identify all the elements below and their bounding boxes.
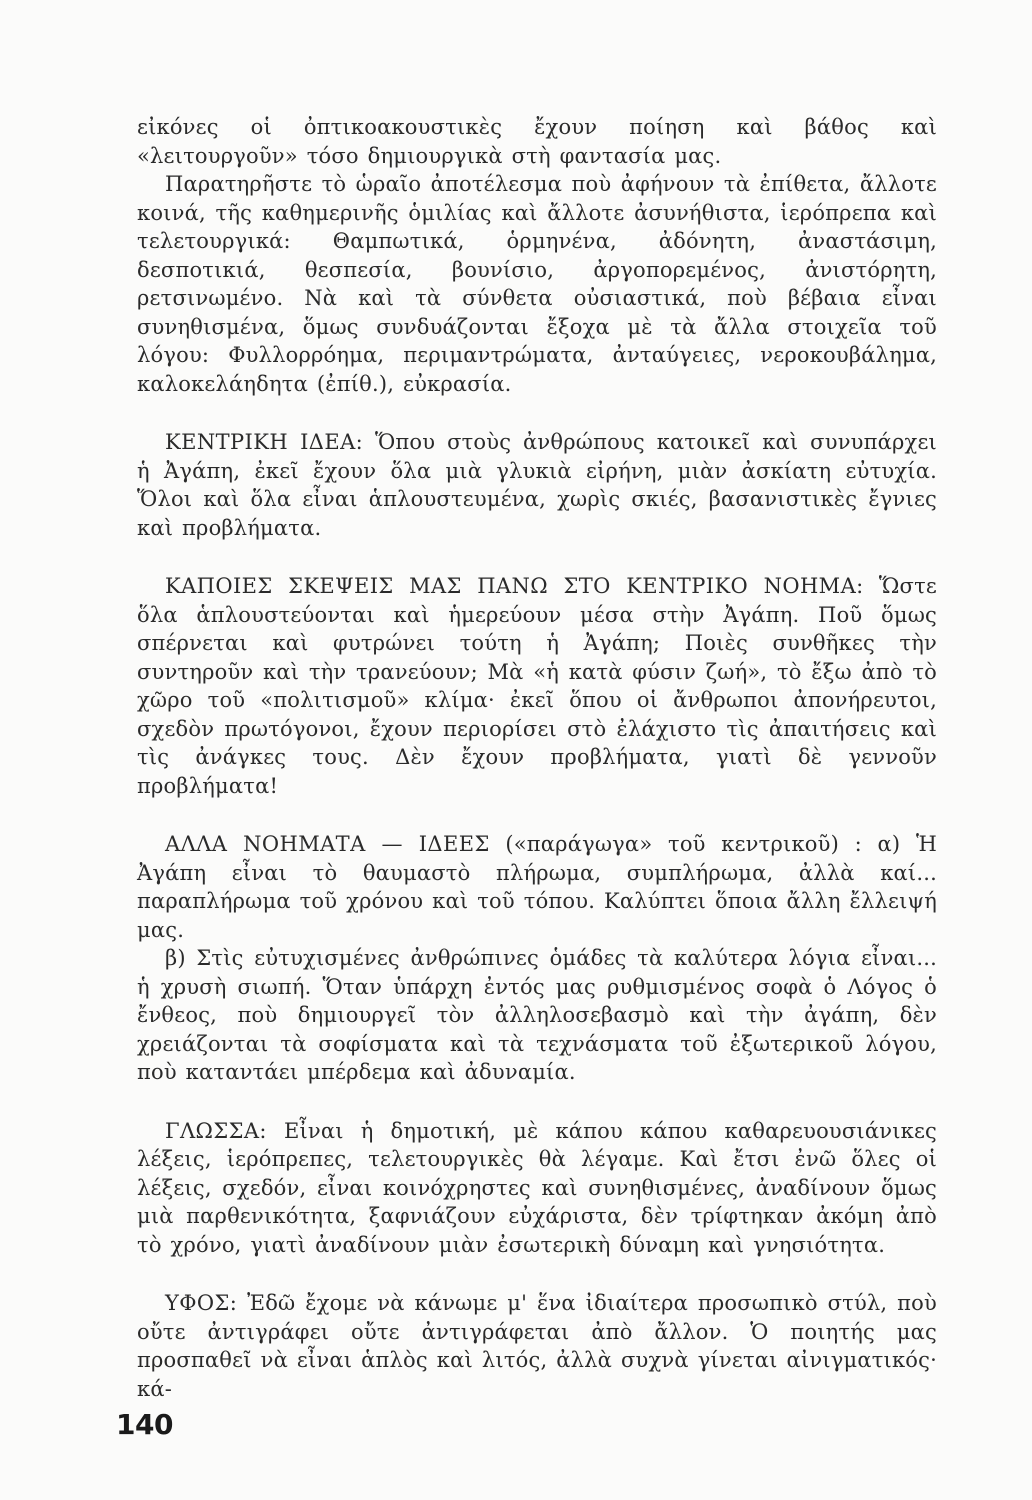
section-label: ΚΑΠΟΙΕΣ ΣΚΕΨΕΙΣ ΜΑΣ ΠΑΝΩ ΣΤΟ ΚΕΝΤΡΙΚΟ ΝΟΗΜΑ: <box>165 574 864 598</box>
section-label: ΥΦΟΣ: <box>165 1291 238 1315</box>
section-label: ΚΕΝΤΡΙΚΗ ΙΔΕΑ: <box>165 430 364 454</box>
paragraph-intro-continuation <box>137 113 937 170</box>
paragraph-style <box>137 1289 937 1403</box>
paragraph-text: Ὅπου στοὺς ἀνθρώπους κατοικεῖ καὶ συνυπάρχει ἡ Ἀγάπη, ἐκεῖ ἔχουν ὅλα μιὰ γλυκιὰ εἰρήνη, μιὰν ἀσκίατη εὐτυχία. Ὅλοι καὶ ὅλα εἶναι ἁπλουστευμένα, χωρὶς σκιές, βασανιστικὲς ἔγνιες καὶ προβλήματα. <box>137 430 937 540</box>
paragraph-thoughts <box>137 572 937 800</box>
paragraph-other-meanings-b <box>137 944 937 1087</box>
paragraph-text: Ὥστε ὅλα ἁπλουστεύονται καὶ ἡμερεύουν μέσα στὴν Ἀγάπη. Ποῦ ὅμως σπέρνεται καὶ φυτρώνει τούτη ἡ Ἀγάπη; Ποιὲς συνθῆκες τὴν συντηροῦν καὶ τὴν τρανεύουν; Μὰ «ἡ κατὰ φύσιν ζωή», τὸ ἔξω ἀπὸ τὸ χῶρο τοῦ «πολιτισμοῦ» κλίμα· ἐκεῖ ὅπου οἱ ἄνθρωποι ἀπονήρευτοι, σχεδὸν πρωτόγονοι, ἔχουν περιορίσει στὸ ἐλάχιστο τὶς ἀπαιτήσεις καὶ τὶς ἀνάγκες τους. Δὲν ἔχουν προβλήματα, γιατὶ δὲ γεννοῦν προβλήματα! <box>137 574 937 798</box>
paragraph-text: Εἶναι ἡ δημοτική, μὲ κάπου κάπου καθαρευουσιάνικες λέξεις, ἱερόπρεπες, τελετουργικὲς θὰ λέγαμε. Καὶ ἔτσι ἐνῶ ὅλες οἱ λέξεις, σχεδόν, εἶναι κοινόχρηστες καὶ συνηθισμένες, ἀναδίνουν ὅμως μιὰ παρθενικότητα, ξαφνιάζουν εὐχάριστα, δὲν τρίφτηκαν ἀκόμη ἀπὸ τὸ χρόνο, γιατὶ ἀναδίνουν μιὰν ἐσωτερικὴ δύναμη καὶ γνησιότητα. <box>137 1118 937 1257</box>
paragraph-text: Παρατηρῆστε τὸ ὡραῖο ἀποτέλεσμα ποὺ ἀφήνουν τὰ ἐπίθετα, ἄλλοτε κοινά, τῆς καθημερινῆς ὁμιλίας καὶ ἄλλοτε ἀσυνήθιστα, ἱερόπρεπα καὶ τελετουργικά: Θαμπωτικά, ὁρμηνένα, ἀδόνητη, ἀναστάσιμη, δεσποτικιά, θεσπεσία, βουνίσιο, ἀργοπορεμένος, ἀνιστόρητη, ρετσινωμένο. Νὰ καὶ τὰ σύνθετα οὐσιαστικά, ποὺ βέβαια εἶναι συνηθισμένα, ὅμως συνδυάζονται ἔξοχα μὲ τὰ ἄλλα στοιχεῖα τοῦ λόγου: Φυλλορρόημα, περιμαντρώματα, ἀνταύγειες, νεροκουβάλημα, καλοκελάηδητα (ἐπίθ.), εὐκρασία. <box>137 172 937 396</box>
paragraph-text: Ἐδῶ ἔχομε νὰ κάνωμε μ' ἕνα ἰδιαίτερα προσωπικὸ στύλ, ποὺ οὔτε ἀντιγράφει οὔτε ἀντιγράφεται ἀπὸ ἄλλον. Ὁ ποιητής μας προσπαθεῖ νὰ εἶναι ἁπλὸς καὶ λιτός, ἀλλὰ συχνὰ γίνεται αἰνιγματικός· κά- <box>137 1291 937 1401</box>
section-label: ΑΛΛΑ ΝΟΗΜΑΤΑ — ΙΔΕΕΣ <box>165 832 490 856</box>
page-number: 140 <box>116 1408 173 1441</box>
paragraph-text: εἰκόνες οἱ ὀπτικοακουστικὲς ἔχουν ποίηση καὶ βάθος καὶ «λειτουργοῦν» τόσο δημιουργικὰ στὴ φαντασία μας. <box>137 115 937 168</box>
paragraph-language <box>137 1117 937 1260</box>
body-text <box>137 113 937 1403</box>
paragraph-text: («παράγωγα» τοῦ κεντρικοῦ) : α) Ἡ Ἀγάπη εἶναι τὸ θαυμαστὸ πλήρωμα, συμπλήρωμα, ἀλλὰ καί... παραπλήρωμα τοῦ χρόνου καὶ τοῦ τόπου. Καλύπτει ὅποια ἄλλη ἔλλειψή μας. <box>137 832 937 942</box>
paragraph-epithets <box>137 170 937 398</box>
paragraph-text: β) Στὶς εὐτυχισμένες ἀνθρώπινες ὁμάδες τὰ καλύτερα λόγια εἶναι... ἡ χρυσὴ σιωπή. Ὅταν ὑπάρχη ἐντός μας ρυθμισμένος σοφὰ ὁ Λόγος ὁ ἔνθεος, ποὺ δημιουργεῖ τὸν ἀλληλοσεβασμὸ καὶ τὴν ἀγάπη, δὲν χρειάζονται τὰ σοφίσματα καὶ τὰ τεχνάσματα τοῦ ἐξωτερικοῦ λόγου, ποὺ καταντάει μπέρδεμα καὶ ἀδυναμία. <box>137 946 937 1084</box>
paragraph-other-meanings <box>137 830 937 944</box>
section-label: ΓΛΩΣΣΑ: <box>165 1118 267 1143</box>
paragraph-central-idea <box>137 428 937 542</box>
